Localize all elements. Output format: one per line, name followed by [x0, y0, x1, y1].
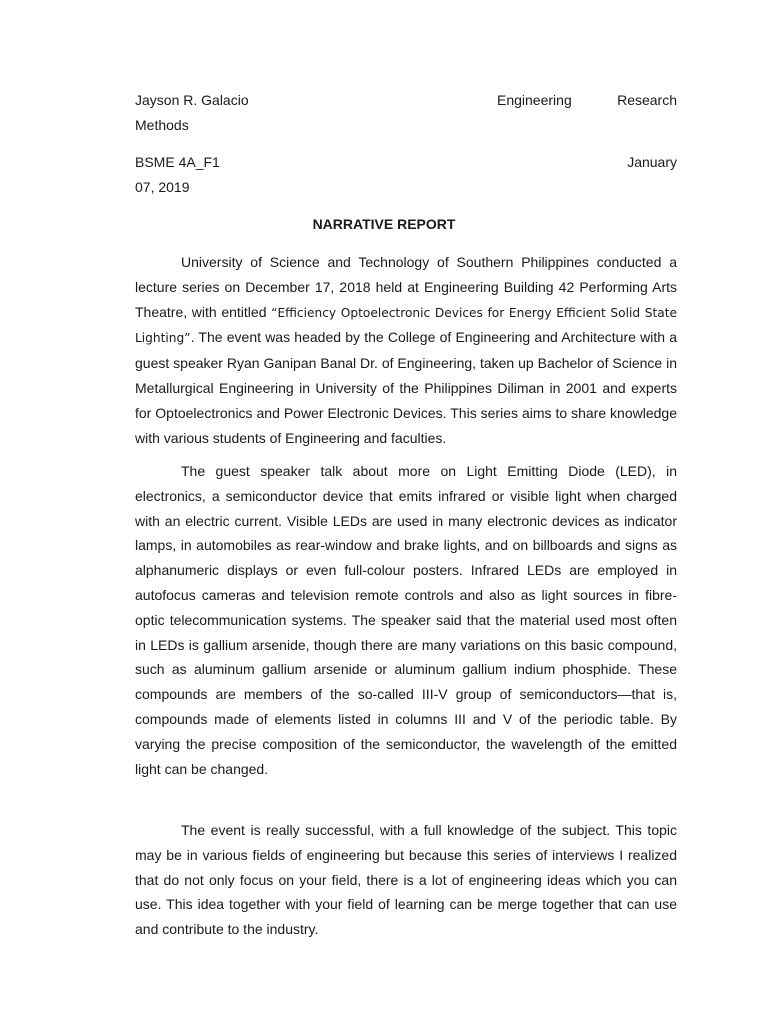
- report-title: NARRATIVE REPORT: [312, 216, 456, 232]
- header-block-2: [135, 150, 677, 200]
- report-date-month: January: [627, 154, 677, 170]
- course-title-part1: [497, 88, 677, 113]
- student-name: Jayson R. Galacio: [135, 92, 249, 108]
- paragraph-1: [135, 250, 677, 450]
- header-row-methods: [135, 113, 677, 138]
- header-row-date: [135, 175, 677, 200]
- paragraph-2-text: The guest speaker talk about more on Light Emitting Diode (LED), in electronics, a semiconductor device that emits infrared or visible light when charged with an electric current. Visible LEDs are used in many electronic devices as indicator lamps, in automobiles as rear-window and brake lights, and on billboards and signs as alphanumeric displays or even full-colour posters. Infrared LEDs are employed in autofocus cameras and television remote controls and also as light sources in fibre-optic telecommunication systems. The speaker said that the material used most often in LEDs is gallium arsenide, though there are many variations on this basic compound, such as aluminum gallium arsenide or aluminum gallium indium phosphide. These compounds are members of the so-called III-V group of semiconductors—that is, compounds made of elements listed in columns III and V of the periodic table. By varying the precise composition of the semiconductor, the wavelength of the emitted light can be changed.: [135, 463, 677, 777]
- paragraph-1-text-b: The event was headed by the College of Engineering and Architecture with a guest speaker Ryan Ganipan Banal Dr. of Engineering, taken up Bachelor of Science in Metallurgical Engineering in University of the Philippines Diliman in 2001 and experts for Optoelectronics and Power Electronic Devices. This series aims to share knowledge with various students of Engineering and faculties.: [135, 329, 677, 446]
- header-row-name-course: [135, 88, 677, 113]
- course-word-methods: Methods: [135, 117, 189, 133]
- header-row-section-date: [135, 150, 677, 175]
- paragraph-2: [135, 459, 677, 781]
- report-date-day-year: 07, 2019: [135, 179, 190, 195]
- paragraph-3: [135, 818, 677, 942]
- course-word-engineering: Engineering: [497, 92, 572, 108]
- lecture-title-quote: “Efficiency Optoelectronic Devices for Energy Efficient Solid State Lighting”.: [135, 305, 677, 346]
- paragraph-1-text-a: University of Science and Technology of Southern Philippines conducted a lecture series on December 17, 2018 held at Engineering Building 42 Performing Arts Theatre, with entitled: [135, 254, 677, 320]
- header-block-1: [135, 88, 677, 138]
- paragraph-3-text: The event is really successful, with a full knowledge of the subject. This topic may be in various fields of engineering but because this series of interviews I realized that do not only focus on your field, there is a lot of engineering ideas which you can use. This idea together with your field of learning can be merge together that can use and contribute to the industry.: [135, 822, 677, 938]
- student-section: BSME 4A_F1: [135, 154, 220, 170]
- course-word-research: Research: [617, 92, 677, 108]
